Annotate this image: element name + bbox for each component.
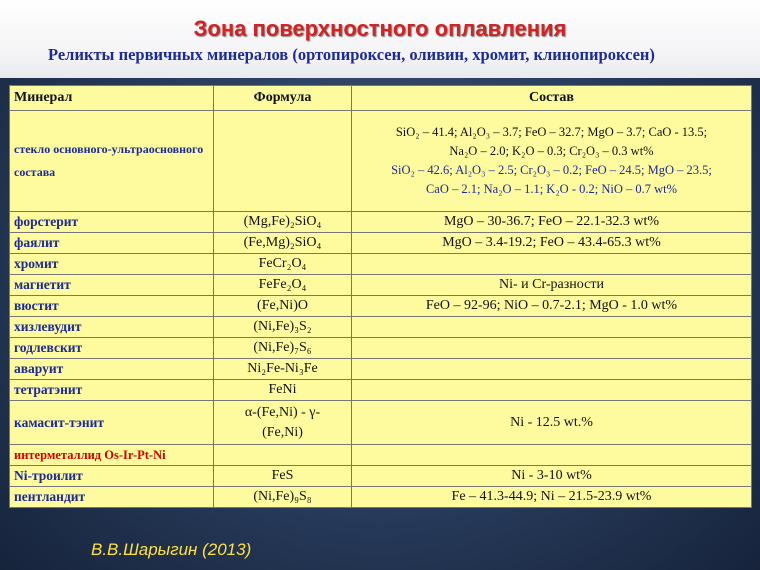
glass-formula [214,111,352,212]
mineral-cell: хромит [10,254,214,275]
table-row [10,317,752,338]
glass-composition-2-line-1: SiO₂ – 42.6; Al₂O₃ – 2.5; Cr₂O₃ – 0.2; FeO – 24.5; MgO – 23.5; [391,163,712,177]
glass-composition-1-line-1: SiO₂ – 41.4; Al₂O₃ – 3.7; FeO – 32.7; MgO – 3.7; CaO - 13.5; [395,125,708,139]
mineral-cell: вюстит [10,296,214,317]
composition-cell: MgO – 30-36.7; FeO – 22.1-32.3 wt% [352,212,752,233]
formula-line-1: α-(Fe,Ni) - γ- [244,404,321,420]
formula-cell: FeFe₂O₄ [214,275,352,296]
table-row [10,338,752,359]
table-row [10,275,752,296]
mineral-cell: аваруит [10,359,214,380]
composition-cell [352,380,752,401]
table-row [10,401,752,445]
composition-cell [352,445,752,466]
glass-mineral: стекло основного-ультраосновного состава [10,111,214,212]
composition-cell: Ni - 3-10 wt% [352,466,752,487]
glass-composition-1-line-2: Na₂O – 2.0; K₂O – 0.3; Cr₂O₃ – 0.3 wt% [449,144,654,158]
formula-cell [214,401,352,445]
table-header-row [10,86,752,111]
formula-cell: FeNi [214,380,352,401]
table-row [10,380,752,401]
formula-line-2: (Fe,Ni) [262,424,303,440]
composition-cell: MgO – 3.4-19.2; FeO – 43.4-65.3 wt% [352,233,752,254]
table-row-glass [10,111,752,212]
composition-cell [352,254,752,275]
mineral-cell: интерметаллид Os-Ir-Pt-Ni [10,445,214,466]
header-composition: Состав [352,86,752,111]
slide-subtitle: Реликты первичных минералов (ортопироксен, оливин, хромит, клинопироксен) [48,45,655,64]
mineral-cell: годлевскит [10,338,214,359]
formula-cell: FeS [214,466,352,487]
glass-composition [352,111,752,212]
formula-cell: (Ni,Fe)₉S₈ [214,487,352,508]
formula-cell: (Ni,Fe)₃S₂ [214,317,352,338]
composition-cell [352,338,752,359]
header-formula: Формула [214,86,352,111]
table-row [10,487,752,508]
composition-cell: Ni - 12.5 wt.% [352,401,752,445]
mineral-cell: хизлевудит [10,317,214,338]
table-row [10,359,752,380]
glass-composition-2-line-2: CaO – 2.1; Na₂O – 1.1; K₂O - 0.2; NiO – 0.7 wt% [425,182,678,196]
formula-cell: (Ni,Fe)₇S₆ [214,338,352,359]
minerals-table [9,85,752,508]
composition-cell [352,359,752,380]
slide-title: Зона поверхностного оплавления [193,16,567,41]
mineral-cell: Ni-троилит [10,466,214,487]
table-row [10,445,752,466]
formula-cell: (Fe,Ni)O [214,296,352,317]
composition-cell [352,317,752,338]
mineral-cell: форстерит [10,212,214,233]
formula-cell: Ni₂Fe-Ni₃Fe [214,359,352,380]
table-row [10,466,752,487]
table-row [10,212,752,233]
composition-cell: FeO – 92-96; NiO – 0.7-2.1; MgO - 1.0 wt% [352,296,752,317]
mineral-cell: магнетит [10,275,214,296]
table-row [10,254,752,275]
header-mineral: Минерал [10,86,214,111]
table-row [10,296,752,317]
formula-cell: (Mg,Fe)₂SiO₄ [214,212,352,233]
mineral-cell: пентландит [10,487,214,508]
mineral-cell: камасит-тэнит [10,401,214,445]
mineral-cell: тетратэнит [10,380,214,401]
composition-cell: Fe – 41.3-44.9; Ni – 21.5-23.9 wt% [352,487,752,508]
formula-cell: (Fe,Mg)₂SiO₄ [214,233,352,254]
mineral-cell: фаялит [10,233,214,254]
formula-cell [214,445,352,466]
table-row [10,233,752,254]
formula-cell: FeCr₂O₄ [214,254,352,275]
author-credit: В.В.Шарыгин (2013) [91,540,252,559]
composition-cell: Ni- и Cr-разности [352,275,752,296]
